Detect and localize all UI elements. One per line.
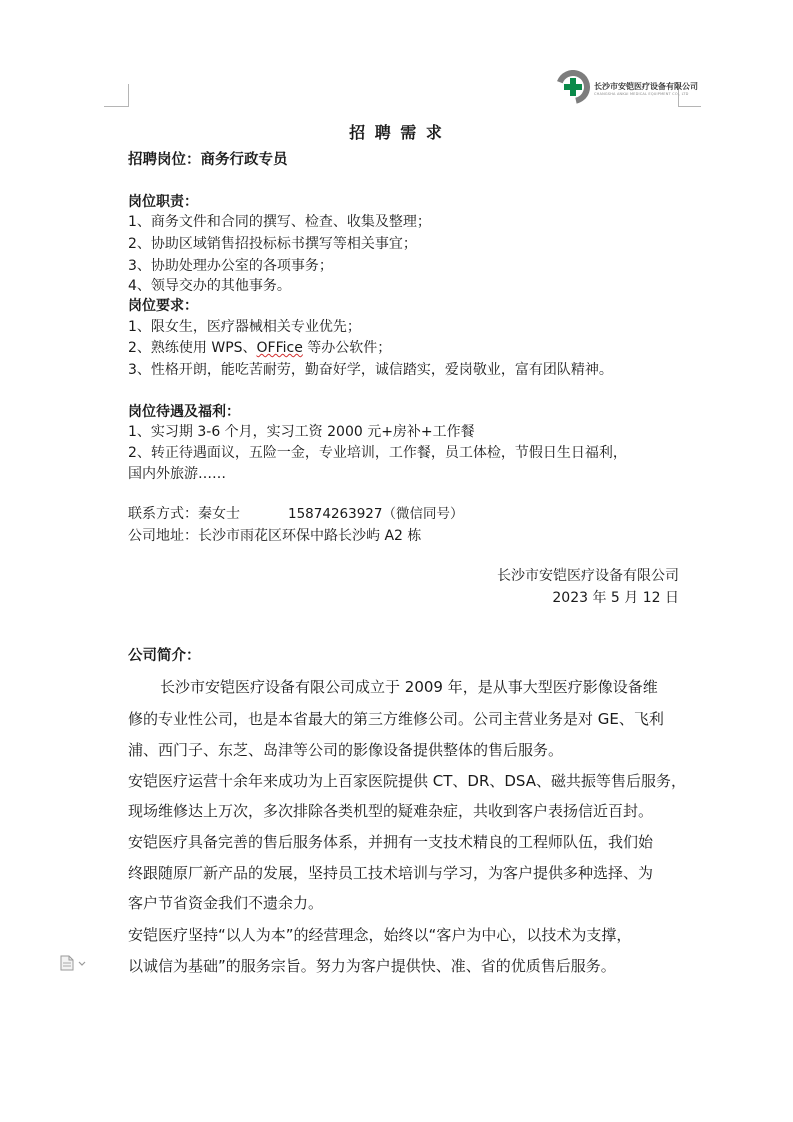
position-line: 招聘岗位：商务行政专员 [128, 152, 288, 168]
requirement-text: 等办公软件； [302, 340, 392, 356]
intro-paragraph-line: 客户节省资金我们不遗余力。 [128, 894, 324, 912]
sign-company: 长沙市安铠医疗设备有限公司 [497, 568, 679, 584]
requirement-item [128, 338, 391, 358]
intro-paragraph-line: 安铠医疗坚持“以人为本”的经营理念，始终以“客户为中心，以技术为支撑， [128, 926, 632, 944]
contact-label: 联系方式：秦女士 [128, 506, 240, 522]
corner-mark-tl-v [128, 84, 129, 107]
duties-heading: 岗位职责： [128, 194, 198, 210]
duty-item: 3、协助处理办公室的各项事务； [128, 258, 333, 274]
spellcheck-word[interactable]: OFFice [256, 340, 303, 356]
intro-paragraph-line: 浦、西门子、东芝、岛津等公司的影像设备提供整体的售后服务。 [128, 741, 564, 759]
requirement-text: 2、熟练使用 WPS、 [128, 340, 257, 356]
corner-mark-tr-h [679, 106, 701, 107]
paragraph-options-button[interactable] [58, 954, 90, 972]
benefit-item: 2、转正待遇面议，五险一金，专业培训，工作餐，员工体检，节假日生日福利， [128, 445, 627, 461]
benefit-item-continued: 国内外旅游…… [128, 466, 226, 482]
intro-paragraph-line: 以诚信为基础”的服务宗旨。努力为客户提供快、准、省的优质售后服务。 [128, 957, 616, 975]
intro-heading: 公司简介： [128, 648, 201, 664]
intro-paragraph-line: 安铠医疗运营十余年来成功为上百家医院提供 CT、DR、DSA、磁共振等售后服务， [128, 772, 686, 790]
intro-paragraph-line: 长沙市安铠医疗设备有限公司成立于 2009 年，是从事大型医疗影像设备维 [160, 678, 658, 696]
intro-paragraph-line: 安铠医疗具备完善的售后服务体系，并拥有一支技术精良的工程师队伍，我们始 [128, 833, 654, 851]
header-company-english: CHANGSHA ANKAI MEDICAL EQUIPMENT CO., LTD [594, 92, 689, 96]
contact-phone: 15874263927（微信同号） [288, 506, 464, 522]
document-icon [58, 954, 90, 972]
intro-paragraph-line: 现场维修达上万次，多次排除各类机型的疑难杂症，共收到客户表扬信近百封。 [128, 802, 654, 820]
requirement-item: 3、性格开朗，能吃苦耐劳，勤奋好学，诚信踏实，爱岗敬业，富有团队精神。 [128, 362, 613, 378]
duty-item: 2、协助区域销售招投标标书撰写等相关事宜； [128, 236, 417, 252]
logo-mark-icon [556, 70, 592, 104]
duty-item: 1、商务文件和合同的撰写、检查、收集及整理； [128, 214, 431, 230]
page-title: 招 聘 需 求 [349, 123, 444, 142]
benefit-item: 1、实习期 3-6 个月，实习工资 2000 元+房补+工作餐 [128, 424, 475, 440]
header-company-name: 长沙市安铠医疗设备有限公司 [594, 82, 698, 91]
requirements-heading: 岗位要求： [128, 298, 198, 314]
company-address: 公司地址：长沙市雨花区环保中路长沙屿 A2 栋 [128, 528, 422, 544]
company-logo [556, 70, 592, 104]
intro-paragraph-line: 修的专业性公司，也是本省最大的第三方维修公司。公司主营业务是对 GE、飞利 [128, 710, 664, 728]
corner-mark-tl-h [104, 106, 128, 107]
intro-paragraph-line: 终跟随原厂新产品的发展，坚持员工技术培训与学习，为客户提供多种选择、为 [128, 864, 654, 882]
benefits-heading: 岗位待遇及福利： [128, 404, 240, 420]
requirement-item: 1、限女生，医疗器械相关专业优先； [128, 319, 361, 335]
duty-item: 4、领导交办的其他事务。 [128, 278, 291, 294]
sign-date: 2023 年 5 月 12 日 [552, 590, 679, 606]
